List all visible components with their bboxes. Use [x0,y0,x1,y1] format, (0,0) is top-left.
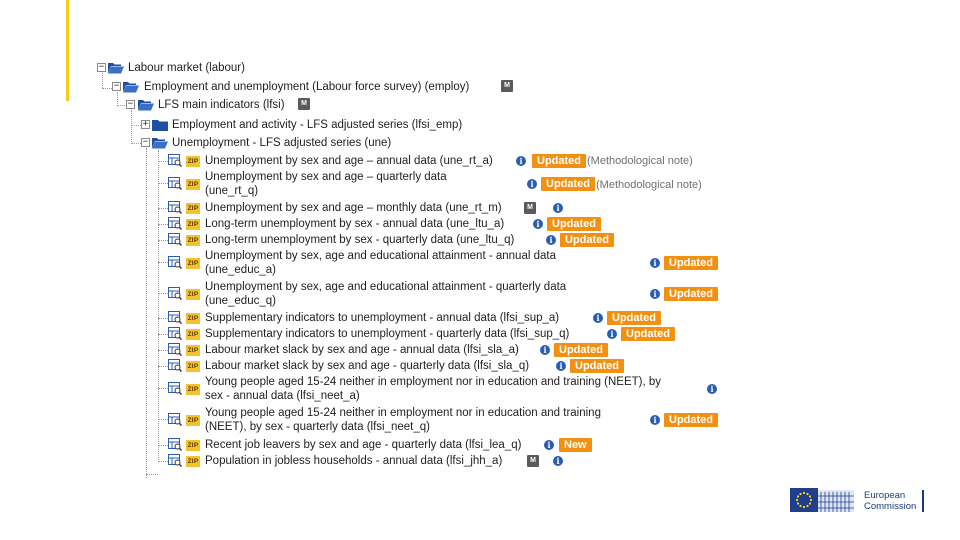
node-label[interactable]: Labour market (labour) [128,62,245,74]
tree-connector [158,366,168,367]
zip-download-icon[interactable]: ZIP [187,181,199,188]
zip-download-icon[interactable]: ZIP [187,221,199,228]
european-commission-logo [790,488,930,514]
logo-text-line1: European [864,490,906,501]
tree-connector [158,208,168,209]
open-folder-icon [152,137,168,149]
eu-flag-icon [790,488,818,512]
info-icon[interactable]: i [553,456,563,466]
dataset-row [0,374,720,404]
dataset-title-continued[interactable]: (une_rt_q) [205,185,259,197]
expand-toggle[interactable]: + [142,119,149,129]
zip-download-icon[interactable]: ZIP [187,158,199,165]
tree-connector [158,240,168,241]
node-label[interactable]: Unemployment - LFS adjusted series (une) [172,137,392,149]
info-icon[interactable]: i [533,219,543,229]
table-view-icon[interactable] [168,233,182,246]
tree-connector [158,183,168,184]
zip-download-icon[interactable]: ZIP [187,363,199,370]
info-icon[interactable]: i [546,235,556,245]
zip-download-icon[interactable]: ZIP [187,386,199,393]
metadata-icon[interactable]: M [527,455,539,467]
dataset-title[interactable]: Labour market slack by sex and age - annual data (lfsi_sla_a) [205,344,519,356]
dataset-row [0,216,620,232]
tree-connector [158,224,168,225]
dataset-title-continued[interactable]: (une_educ_a) [205,264,276,276]
open-folder-icon [138,99,154,111]
dataset-row [0,453,600,469]
collapse-toggle[interactable]: − [98,62,105,72]
zip-download-icon[interactable]: ZIP [187,237,199,244]
table-view-icon[interactable] [168,217,182,230]
dataset-title[interactable]: Unemployment by sex, age and educational attainment - quarterly data [205,281,567,293]
tree-connector [158,334,168,335]
tree-connector [158,445,168,446]
zip-download-icon[interactable]: ZIP [187,442,199,449]
dataset-title[interactable]: Recent job leavers by sex and age - quarterly data (lfsi_lea_q) [205,439,522,451]
status-badge: Updated [541,177,595,191]
tree-connector [158,461,168,462]
info-icon[interactable]: i [650,289,660,299]
metadata-icon[interactable]: M [524,202,536,214]
info-icon[interactable]: i [607,329,617,339]
collapse-toggle[interactable]: − [142,137,149,147]
status-badge: Updated [570,359,624,373]
node-label[interactable]: LFS main indicators (lfsi) [158,99,285,111]
dataset-title[interactable]: Population in jobless households - annual data (lfsi_jhh_a) [205,455,503,467]
dataset-title-continued[interactable]: (une_educ_q) [205,295,276,307]
info-icon[interactable]: i [650,258,660,268]
methodological-note-link[interactable]: (Methodological note) [587,155,693,167]
info-icon[interactable]: i [556,361,566,371]
dataset-row [0,279,720,309]
dataset-title[interactable]: Unemployment by sex and age – monthly data (une_rt_m) [205,202,502,214]
info-icon[interactable]: i [553,203,563,213]
tree-connector [158,161,168,162]
dataset-row [0,232,620,248]
dataset-row [0,326,690,342]
dataset-row [0,437,600,453]
info-icon[interactable]: i [544,440,554,450]
dataset-title-continued[interactable]: (NEET), by sex - quarterly data (lfsi_neet_q) [205,421,430,433]
berlaymont-building-icon [818,488,854,512]
table-view-icon[interactable] [168,359,182,372]
tree-connector [158,262,168,263]
dataset-title[interactable]: Unemployment by sex, age and educational attainment - annual data [205,250,556,262]
status-badge: New [559,438,592,452]
dataset-row [0,405,720,435]
status-badge: Updated [532,154,586,168]
info-icon[interactable]: i [516,156,526,166]
status-badge: Updated [664,256,718,270]
tree-connector [158,350,168,351]
zip-download-icon[interactable]: ZIP [187,205,199,212]
dataset-title[interactable]: Long-term unemployment by sex - quarterly data (une_ltu_q) [205,234,515,246]
node-label[interactable]: Employment and unemployment (Labour force survey) (employ) [144,81,470,93]
tree-node-lfsi [0,97,330,113]
closed-folder-icon [152,119,168,131]
table-view-icon[interactable] [168,438,182,451]
zip-download-icon[interactable]: ZIP [187,331,199,338]
tree-node-une [0,135,440,151]
tree-connector [158,293,168,294]
open-folder-icon [108,62,124,74]
dataset-title[interactable]: Labour market slack by sex and age - quarterly data (lfsi_sla_q) [205,360,530,372]
table-view-icon[interactable] [168,287,182,300]
tree-node-labour [0,60,400,76]
status-badge: Updated [607,311,661,325]
info-icon[interactable]: i [707,384,717,394]
dataset-row [0,248,720,278]
metadata-icon[interactable]: M [501,80,513,92]
tree-node-lfsi-emp [0,117,500,133]
zip-download-icon[interactable]: ZIP [187,315,199,322]
dataset-row [0,310,680,326]
table-view-icon[interactable] [168,343,182,356]
dataset-title-continued[interactable]: sex - annual data (lfsi_neet_a) [205,390,360,402]
dataset-row [0,153,720,169]
dataset-title[interactable]: Unemployment by sex and age – annual data (une_rt_a) [205,155,493,167]
info-icon[interactable]: i [527,179,537,189]
collapse-toggle[interactable]: − [127,99,134,109]
zip-download-icon[interactable]: ZIP [187,417,199,424]
table-view-icon[interactable] [168,256,182,269]
dataset-title[interactable]: Unemployment by sex and age – quarterly data [205,171,447,183]
tree-connector [158,388,168,389]
collapse-toggle[interactable]: − [113,81,120,91]
metadata-icon[interactable]: M [298,98,310,110]
status-badge: Updated [621,327,675,341]
table-view-icon[interactable] [168,327,182,340]
node-label[interactable]: Employment and activity - LFS adjusted series (lfsi_emp) [172,119,463,131]
dataset-row [0,200,600,216]
info-icon[interactable]: i [650,415,660,425]
dataset-title[interactable]: Long-term unemployment by sex - annual data (une_ltu_a) [205,218,505,230]
zip-download-icon[interactable]: ZIP [187,347,199,354]
status-badge: Updated [554,343,608,357]
zip-download-icon[interactable]: ZIP [187,291,199,298]
info-icon[interactable]: i [540,345,550,355]
table-view-icon[interactable] [168,154,182,167]
dataset-title[interactable]: Supplementary indicators to unemployment - quarterly data (lfsi_sup_q) [205,328,570,340]
logo-divider [922,490,924,512]
dataset-row [0,169,720,199]
table-view-icon[interactable] [168,413,182,426]
table-view-icon[interactable] [168,382,182,395]
logo-text-line2: Commission [864,501,917,512]
tree-connector [158,419,168,420]
dataset-title[interactable]: Supplementary indicators to unemployment - annual data (lfsi_sup_a) [205,312,560,324]
dataset-row [0,358,640,374]
dataset-title[interactable]: Young people aged 15-24 neither in employment nor in education and training [205,407,601,419]
status-badge: Updated [664,413,718,427]
table-view-icon[interactable] [168,177,182,190]
table-view-icon[interactable] [168,311,182,324]
dataset-title[interactable]: Young people aged 15-24 neither in employment nor in education and training (NEET), by [205,376,662,388]
status-badge: Updated [547,217,601,231]
tree-connector [146,474,158,475]
table-view-icon[interactable] [168,201,182,214]
zip-download-icon[interactable]: ZIP [187,458,199,465]
tree-connector [158,318,168,319]
tree-node-employ [0,79,530,95]
methodological-note-link[interactable]: (Methodological note) [596,179,702,191]
table-view-icon[interactable] [168,454,182,467]
status-badge: Updated [560,233,614,247]
open-folder-icon [123,81,139,93]
dataset-row [0,342,620,358]
info-icon[interactable]: i [593,313,603,323]
status-badge: Updated [664,287,718,301]
zip-download-icon[interactable]: ZIP [187,260,199,267]
